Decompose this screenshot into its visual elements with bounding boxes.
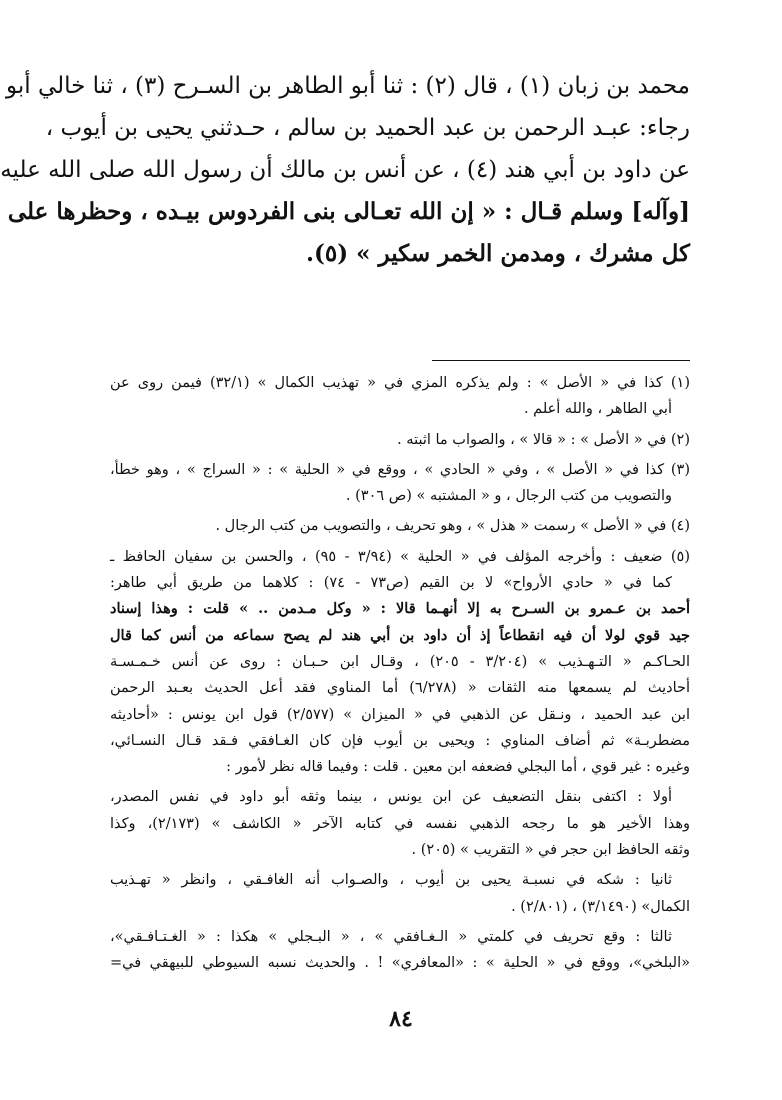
footnote-line: أبي الطاهر ، والله أعلم . [523, 401, 672, 418]
main-text [0, 66, 690, 275]
footnote-line: كما في « حادي الأرواح» لا بن القيم (ص٧٣ - ٧٤) : كلاهما من طريق أبي طاهر: [110, 575, 672, 592]
footnote-line: أولا : اكتفى بنقل التضعيف عن ابن يونس ، بينما وثقه أبو داود في نفس المصدر، [110, 789, 672, 806]
main-line: عن داود بن أبي هند (٤) ، عن أنس بن مالك أن رسول الله صلى الله عليه [0, 156, 690, 183]
main-line: محمد بن زبان (١) ، قال (٢) : ثنا أبو الطاهر بن السـرح (٣) ، ثنا خالي أبو [5, 73, 690, 99]
footnote-5-point-1 [110, 784, 690, 863]
footnote-line: وغيره : غير قوي ، أما البجلي فضعفه ابن معين . قلت : وفيما قاله نظر لأمور : [226, 759, 690, 776]
main-line: كل مشرك ، ومدمن الخمر سكير » (٥). [306, 240, 690, 268]
footnote-5 [110, 544, 690, 781]
footnote-line: الكمال» (٣/١٤٩٠) ، (٢/٨٠١) . [511, 898, 690, 915]
footnotes [110, 370, 690, 978]
footnote-divider [432, 360, 690, 361]
page-number: ٨٤ [389, 1006, 413, 1032]
footnote-line: «البلخي»، ووقع في « الحلية » : «المعافري» ! . والحديث نسبه السيوطي للبيهقي في= [110, 955, 690, 972]
footnote-5-point-2 [110, 867, 690, 920]
footnote-line: أحمد بن عـمرو بن السـرح به إلا أنهـما قالا : « وكل مـدمن .. » قلت : وهذا إسناد [110, 600, 690, 618]
footnote-4 [110, 513, 690, 539]
footnote-line: وهذا الأخير هو ما رجحه الذهبي نفسه في كتابه الآخر « الكاشف » (٢/١٧٣)، وكذا [110, 815, 690, 832]
footnote-line: ثالثا : وقع تحريف في كلمتي « الـغـافقي » ، « البـجلي » هكذا : « الغـتـافـقي»، [110, 928, 672, 945]
footnote-line: الحـاكـم « التـهـذيب » (٣/٢٠٤ - ٢٠٥) ، وقـال ابن حـبـان : روى عن أنس خـمـسـة [110, 653, 690, 670]
footnote-line: وثقه الحافظ ابن حجر في « التقريب » (٢٠٥) . [411, 842, 690, 859]
footnote-line: أحاديث لم يسمعها منه الثقات « (٦/٢٧٨) أما المناوي فقد أعل الحديث بعـبد الرحمن [110, 680, 690, 697]
footnote-1 [110, 370, 690, 423]
footnote-line: (٢) في « الأصل » : « قالا » ، والصواب ما اثبته . [397, 431, 690, 448]
footnote-line: ابن عبد الحميد ، ونـقل عن الذهبي في « الميزان » (٢/٥٧٧) قول ابن يونس : «أحاديثه [110, 706, 690, 723]
footnote-line: مضطربـة» ثم أضاف المناوي : ويحيى بن أيوب فإن كان الغـافقي فـقد قـال النسـائي، [110, 732, 690, 749]
main-line: رجاء: عبـد الرحمن بن عبد الحميد بن سالم ، حـدثني يحيى بن أيوب ، [45, 114, 690, 141]
footnote-line: (٤) في « الأصل » رسمت « هذل » ، وهو تحريف ، والتصويب من كتب الرجال . [215, 518, 690, 535]
footnote-3 [110, 457, 690, 510]
footnote-line: والتصويب من كتب الرجال ، و « المشتبه » (ص ٣٠٦) . [345, 488, 672, 505]
footnote-line: (٣) كذا في « الأصل » ، وفي « الحادي » ، ووقع في « الحلية » : « السراج » ، وهو خطأ، [110, 461, 690, 478]
footnote-2 [110, 427, 690, 453]
page-body [0, 66, 691, 972]
main-line: [وآله] وسلم قـال : « إن الله تعـالى بنى الفردوس بيـده ، وحظرها على [7, 198, 690, 226]
footnote-line: (١) كذا في « الأصل » : ولم يذكره المزي في « تهذيب الكمال » (٣٢/١) فيمن روى عن [110, 375, 691, 391]
footnote-5-point-3 [110, 924, 690, 977]
footnote-line: (٥) ضعيف : وأخرجه المؤلف في « الحلية » (٣/٩٤ - ٩٥) ، والحسن بن سفيان الحافظ ـ [110, 548, 690, 565]
footnote-line: جيد قوي لولا أن فيه انقطاعاً إذ أن داود بن أبي هند لم يصح سماعه من أنس كما قال [110, 626, 690, 644]
footnote-line: ثانيا : شكه في نسبـة يحيى بن أيوب ، والصـواب أنه الغافـقي ، وانظر « تهـذيب [110, 872, 672, 889]
